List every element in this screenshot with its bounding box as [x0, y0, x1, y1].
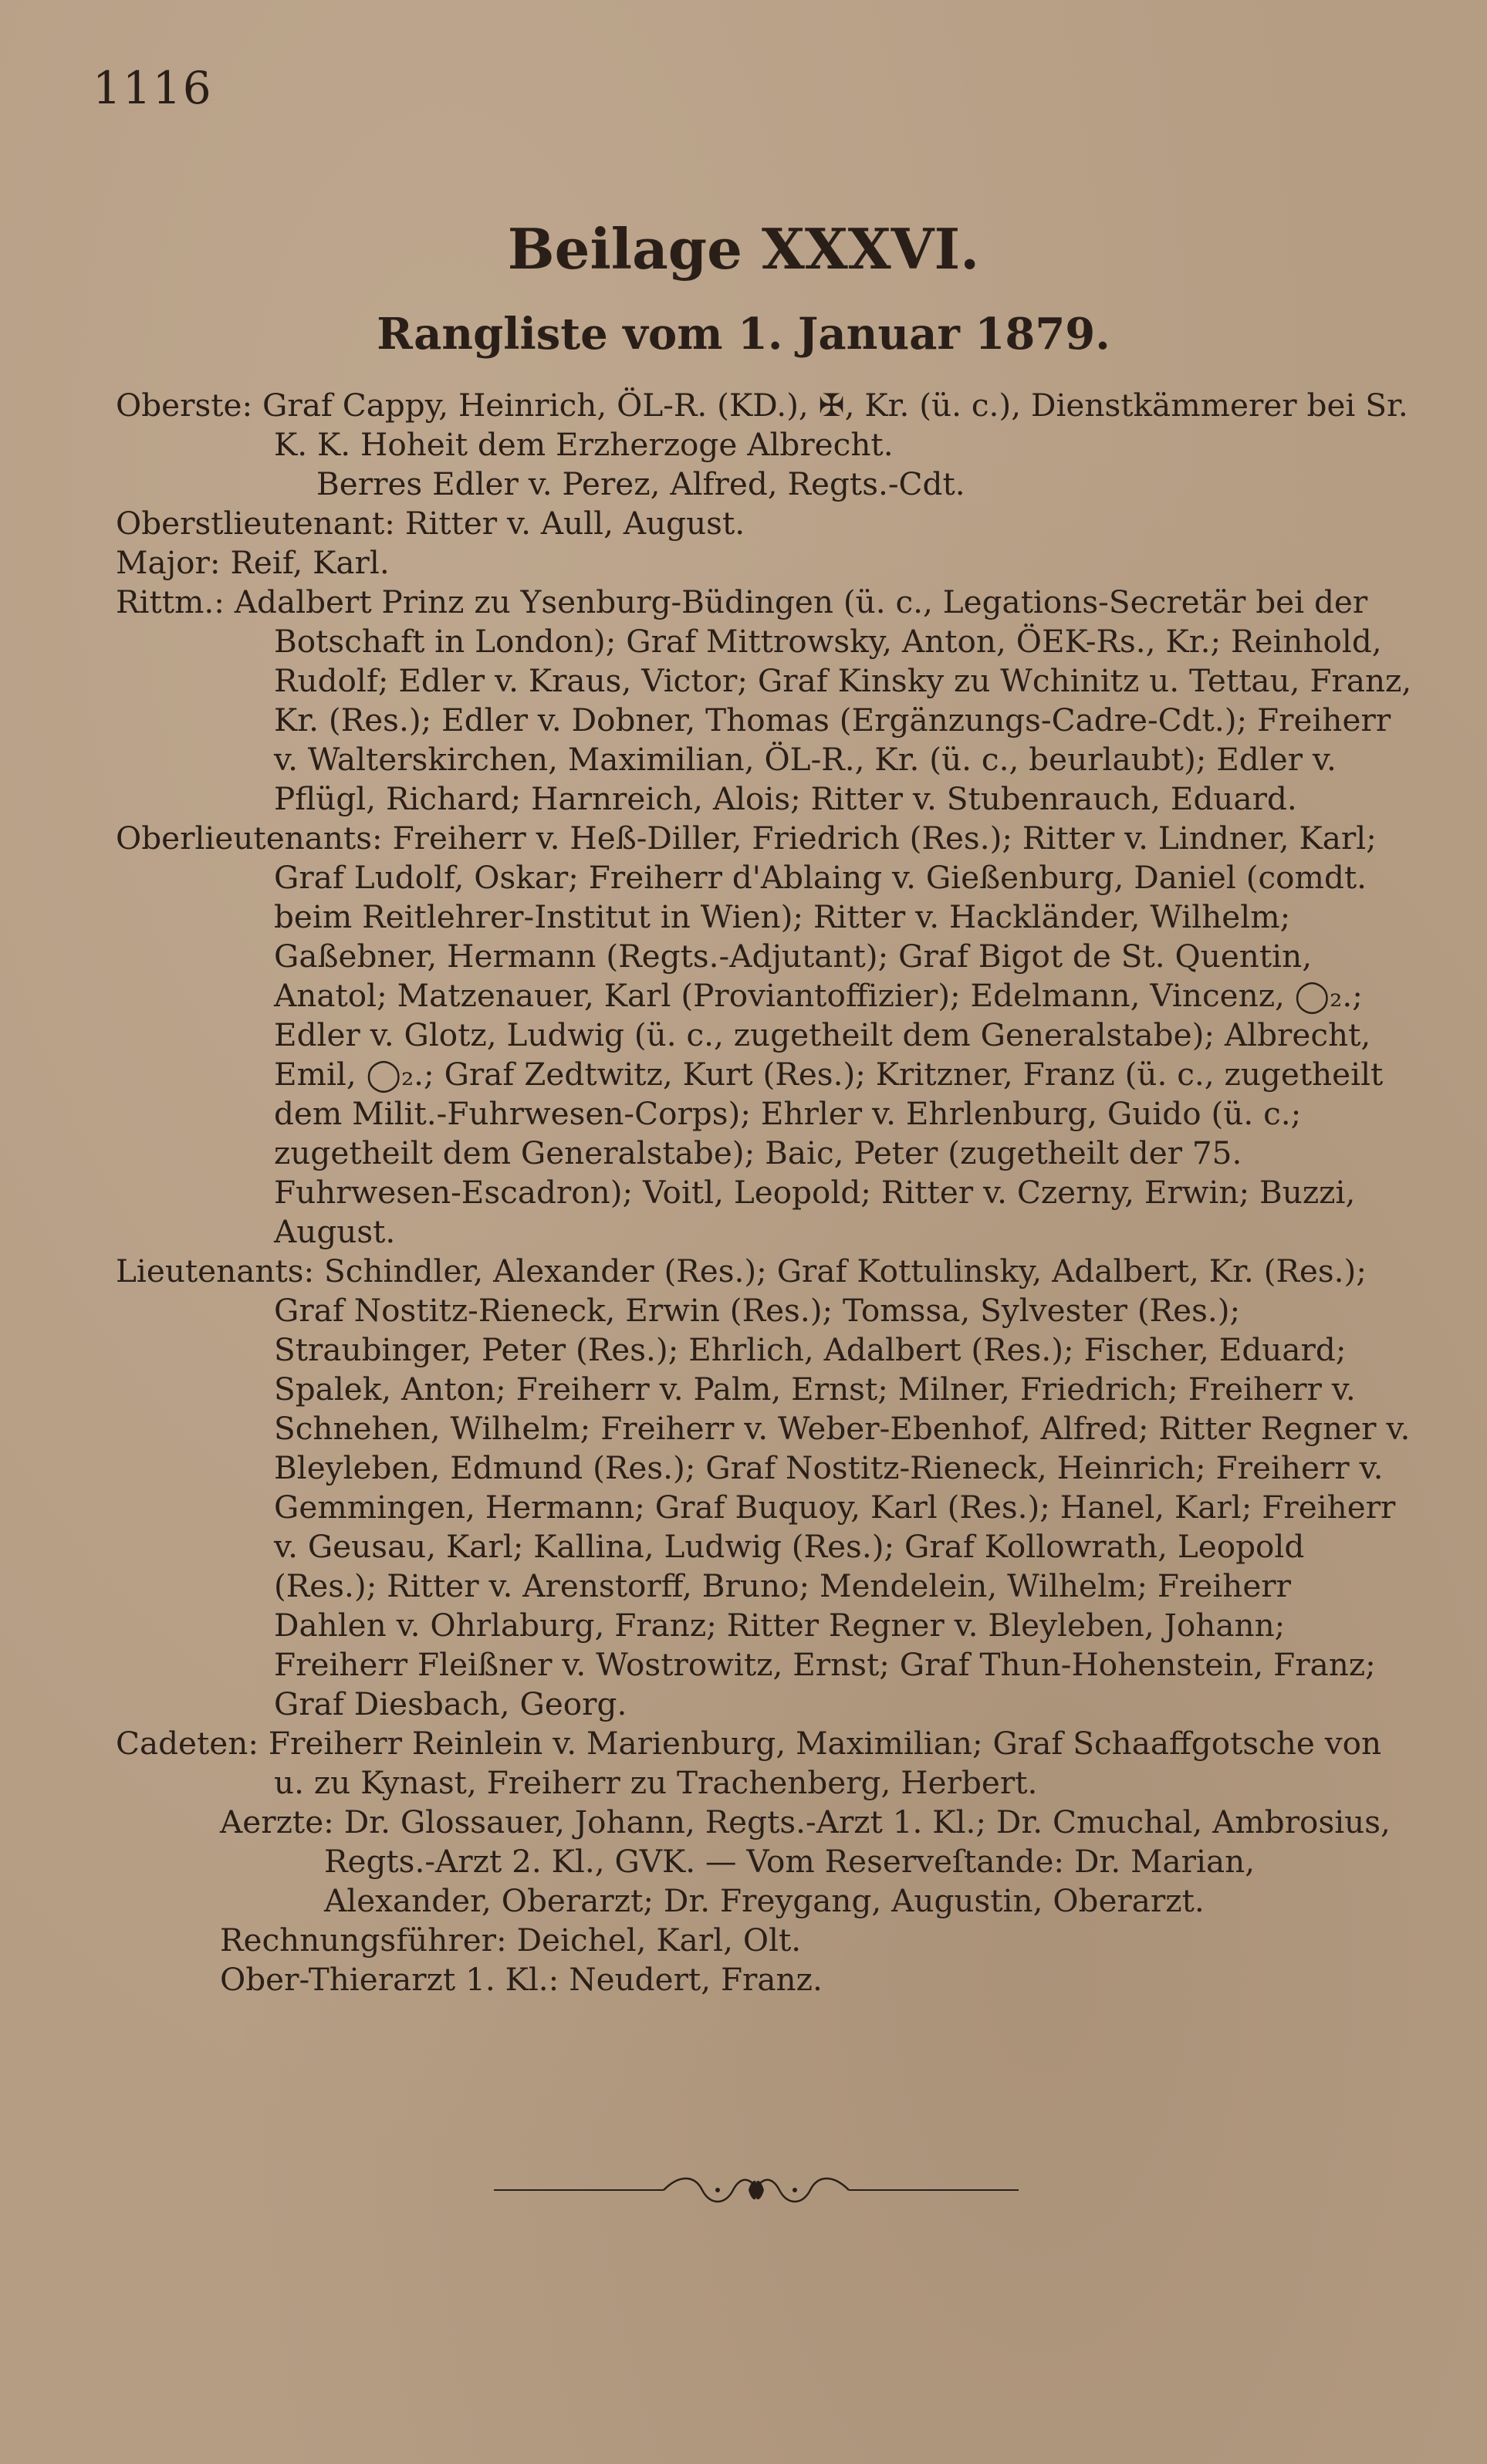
- page-number: 1116: [93, 62, 213, 114]
- rank-names-rittmeister: Adalbert Prinz zu Ysenburg-Büdingen (ü. c., Legations-Secretär bei der Botschaft in London); Graf Mittrowsky, Anton, ÖEK-Rs., Kr.; Reinhold, Rudolf; Edler v. Kraus, Victor; Graf Kinsky zu Wchinitz u. Tettau, Franz, Kr. (Res.); Edler v. Dobner, Thomas (Ergänzungs-Cadre-Cdt.); Freiherr v. Walterskirchen, Maximilian, ÖL-R., Kr. (ü. c., beurlaubt); Edler v. Pflügl, Richard; Harnreich, Alois; Ritter v. Stubenrauch, Eduard.: [234, 583, 1412, 817]
- rank-label-cadeten: Cadeten:: [116, 1725, 259, 1762]
- rank-names-rechnungsfuehrer: Deichel, Karl, Olt.: [516, 1922, 802, 1959]
- entry-oberste-2: [116, 465, 1412, 504]
- rank-names-thierarzt: Neudert, Franz.: [569, 1961, 823, 1998]
- entry-thierarzt: [116, 1960, 1412, 1999]
- page-subtitle: Rangliste vom 1. Januar 1879.: [377, 309, 1110, 360]
- ornament-divider: [494, 2167, 1019, 2213]
- entry-rechnungsfuehrer: [116, 1921, 1412, 1960]
- rank-label-oberlieutenants: Oberlieutenants:: [116, 820, 383, 857]
- rank-label-major: Major:: [116, 544, 221, 581]
- rank-list: [116, 386, 1412, 1999]
- entry-lieutenants: [116, 1252, 1412, 1724]
- rank-label-oberstlieutenant: Oberstlieutenant:: [116, 505, 395, 542]
- entry-oberstlieutenant: [116, 504, 1412, 543]
- entry-oberlieutenants: [116, 819, 1412, 1252]
- rank-label-rittmeister: Rittm.:: [116, 583, 225, 620]
- rank-names-oberlieutenants: Freiherr v. Heß-Diller, Friedrich (Res.); Ritter v. Lindner, Karl; Graf Ludolf, Oskar; Freiherr d'Ablaing v. Gießenburg, Daniel (comdt. beim Reitlehrer-Institut in Wien); Ritter v. Hackländer, Wilhelm; Gaßebner, Hermann (Regts.-Adjutant); Graf Bigot de St. Quentin, Anatol; Matzenauer, Karl (Proviantoffizier); Edelmann, Vincenz, ◯₂.; Edler v. Glotz, Ludwig (ü. c., zugetheilt dem Generalstabe); Albrecht, Emil, ◯₂.; Graf Zedtwitz, Kurt (Res.); Kritzner, Franz (ü. c., zugetheilt dem Milit.-Fuhrwesen-Corps); Ehrler v. Ehrlenburg, Guido (ü. c.; zugetheilt dem Generalstabe); Baic, Peter (zugetheilt der 75. Fuhrwesen-Escadron); Voitl, Leopold; Ritter v. Czerny, Erwin; Buzzi, August.: [274, 820, 1384, 1250]
- rank-label-aerzte: Aerzte:: [220, 1803, 334, 1840]
- rank-names-oberste: Graf Cappy, Heinrich, ÖL-R. (KD.), ✠, Kr. (ü. c.), Dienstkämmerer bei Sr. K. K. Hoheit dem Erzherzoge Albrecht.: [262, 387, 1408, 463]
- entry-major: [116, 543, 1412, 583]
- page-title: Beilage XXXVI.: [507, 216, 980, 282]
- rank-label-lieutenants: Lieutenants:: [116, 1252, 315, 1289]
- rank-label-thierarzt: Ober-Thierarzt 1. Kl.:: [220, 1961, 559, 1998]
- entry-rittmeister: [116, 583, 1412, 819]
- rank-names-aerzte: Dr. Glossauer, Johann, Regts.-Arzt 1. Kl.; Dr. Cmuchal, Ambrosius, Regts.-Arzt 2. Kl., GVK. — Vom Reserveſtande: Dr. Marian, Alexander, Oberarzt; Dr. Freygang, Augustin, Oberarzt.: [324, 1803, 1391, 1919]
- rank-names-oberste-2: Berres Edler v. Perez, Alfred, Regts.-Cdt.: [316, 465, 965, 502]
- entry-aerzte: [116, 1803, 1412, 1921]
- rank-label-oberste: Oberste:: [116, 387, 253, 424]
- rank-label-rechnungsfuehrer: Rechnungsführer:: [220, 1922, 507, 1959]
- rank-names-oberstlieutenant: Ritter v. Aull, August.: [404, 505, 745, 542]
- rank-names-lieutenants: Schindler, Alexander (Res.); Graf Kottulinsky, Adalbert, Kr. (Res.); Graf Nostitz-Rieneck, Erwin (Res.); Tomssa, Sylvester (Res.); Straubinger, Peter (Res.); Ehrlich, Adalbert (Res.); Fischer, Eduard; Spalek, Anton; Freiherr v. Palm, Ernst; Milner, Friedrich; Freiherr v. Schnehen, Wilhelm; Freiherr v. Weber-Ebenhof, Alfred; Ritter Regner v. Bleyleben, Edmund (Res.); Graf Nostitz-Rieneck, Heinrich; Freiherr v. Gemmingen, Hermann; Graf Buquoy, Karl (Res.); Hanel, Karl; Freiherr v. Geusau, Karl; Kallina, Ludwig (Res.); Graf Kollowrath, Leopold (Res.); Ritter v. Arenstorff, Bruno; Mendelein, Wilhelm; Freiherr Dahlen v. Ohrlaburg, Franz; Ritter Regner v. Bleyleben, Johann; Freiherr Fleißner v. Wostrowitz, Ernst; Graf Thun-Hohenstein, Franz; Graf Diesbach, Georg.: [274, 1252, 1411, 1722]
- rank-names-major: Reif, Karl.: [230, 544, 390, 581]
- rank-names-cadeten: Freiherr Reinlein v. Marienburg, Maximilian; Graf Schaaffgotsche von u. zu Kynast, Freiherr zu Trachenberg, Herbert.: [268, 1725, 1382, 1801]
- entry-cadeten: [116, 1724, 1412, 1803]
- entry-oberste: [116, 386, 1412, 465]
